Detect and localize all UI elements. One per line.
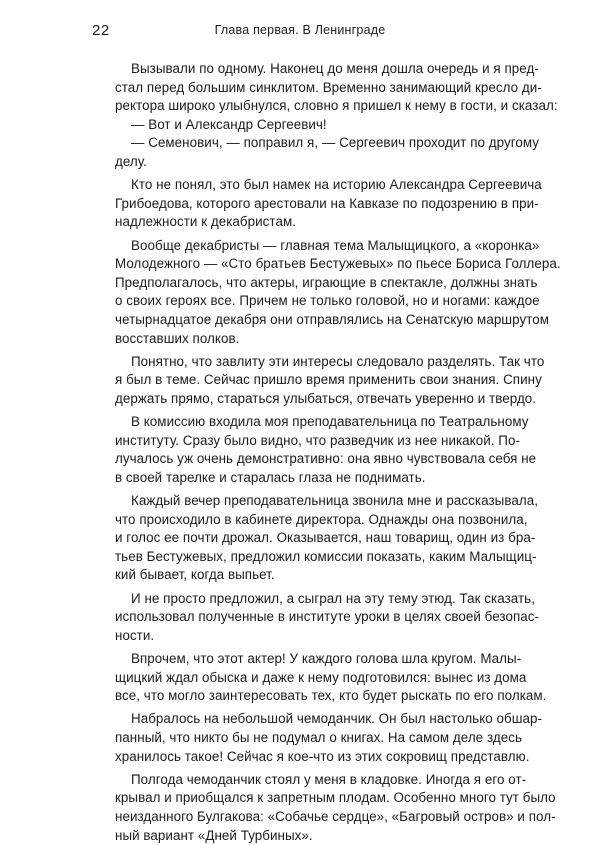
page-header — [92, 22, 508, 44]
text-line: ности. — [115, 627, 503, 646]
text-line: кий бывает, когда выпьет. — [115, 566, 503, 585]
text-line: четырнадцатое декабря они отправлялись на Сенатскую маршрутом — [115, 311, 503, 330]
text-line: держать прямо, стараться улыбаться, отвечать уверенно и твердо. — [115, 390, 503, 409]
text-line: использовал полученные в институте уроки в целях своей безопас- — [115, 608, 503, 627]
text-line: Вообще декабристы — главная тема Малыщицкого, а «коронка» — [115, 237, 503, 256]
text-line: И не просто предложил, а сыграл на эту тему этюд. Так сказать, — [115, 590, 503, 609]
text-line: надлежности к декабристам. — [115, 213, 503, 232]
text-line: крывал и приобщался к запретным плодам. Особенно много тут было — [115, 789, 503, 808]
text-line: щицкий ждал обыска и даже к нему подготовился: вынес из дома — [115, 669, 503, 688]
text-line: и голос ее почти дрожал. Оказывается, наш товарищ, один из бра- — [115, 529, 503, 548]
text-line: Вызывали по одному. Наконец до меня дошла очередь и я пред- — [115, 60, 503, 79]
text-line: все, что могло заинтересовать тех, кто будет рыскать по его полкам. — [115, 687, 503, 706]
body-text — [115, 60, 503, 845]
text-line: — Вот и Александр Сергеевич! — [115, 116, 503, 135]
text-line: лучалось уж очень демонстративно: она явно чувствовала себя не — [115, 450, 503, 469]
text-line: Грибоедова, которого арестовали на Кавказе по подозрению в при- — [115, 195, 503, 214]
page-number: 22 — [92, 22, 110, 39]
text-line: Молодежного — «Сто братьев Бестужевых» по пьесе Бориса Голлера. — [115, 255, 503, 274]
text-line: Полгода чемоданчик стоял у меня в кладовке. Иногда я его от- — [115, 771, 503, 790]
text-line: о своих героях все. Причем не только головой, но и ногами: каждое — [115, 292, 503, 311]
text-line: ректора широко улыбнулся, словно я пришел к нему в гости, и сказал: — [115, 97, 503, 116]
text-line: Кто не понял, это был намек на историю Александра Сергеевича — [115, 176, 503, 195]
text-line: стал перед большим синклитом. Временно занимающий кресло ди- — [115, 79, 503, 98]
text-line: что происходило в кабинете директора. Однажды она позвонила, — [115, 511, 503, 530]
text-line: Понятно, что завлиту эти интересы следовало разделять. Так что — [115, 353, 503, 372]
text-line: в своей тарелке и старалась глаза не поднимать. — [115, 469, 503, 488]
text-line: В комиссию входила моя преподавательница по Театральному — [115, 413, 503, 432]
text-line: Предполагалось, что актеры, играющие в спектакле, должны знать — [115, 274, 503, 293]
text-line: восставших полков. — [115, 330, 503, 349]
text-line: Каждый вечер преподавательница звонила мне и рассказывала, — [115, 492, 503, 511]
text-line: Набралось на небольшой чемоданчик. Он был настолько обшар- — [115, 710, 503, 729]
text-line: хранилось такое! Сейчас я кое-что из этих сокровищ представлю. — [115, 748, 503, 767]
text-line: институту. Сразу было видно, что разведчик из нее никакой. По- — [115, 432, 503, 451]
text-line: неизданного Булгакова: «Собачье сердце», «Багровый остров» и пол- — [115, 808, 503, 827]
text-line: тьев Бестужевых, предложил комиссии показать, каким Малыщиц- — [115, 548, 503, 567]
text-line: — Семенович, — поправил я, — Сергеевич проходит по другому — [115, 134, 503, 153]
text-line: делу. — [115, 153, 503, 172]
running-head: Глава первая. В Ленинграде — [92, 23, 508, 37]
text-line: панный, что никто бы не подумал о книгах. На самом деле здесь — [115, 729, 503, 748]
text-line: Впрочем, что этот актер! У каждого голова шла кругом. Малы- — [115, 650, 503, 669]
text-line: ный вариант «Дней Турбиных». — [115, 827, 503, 845]
text-line: я был в теме. Сейчас пришло время применить свои знания. Спину — [115, 371, 503, 390]
